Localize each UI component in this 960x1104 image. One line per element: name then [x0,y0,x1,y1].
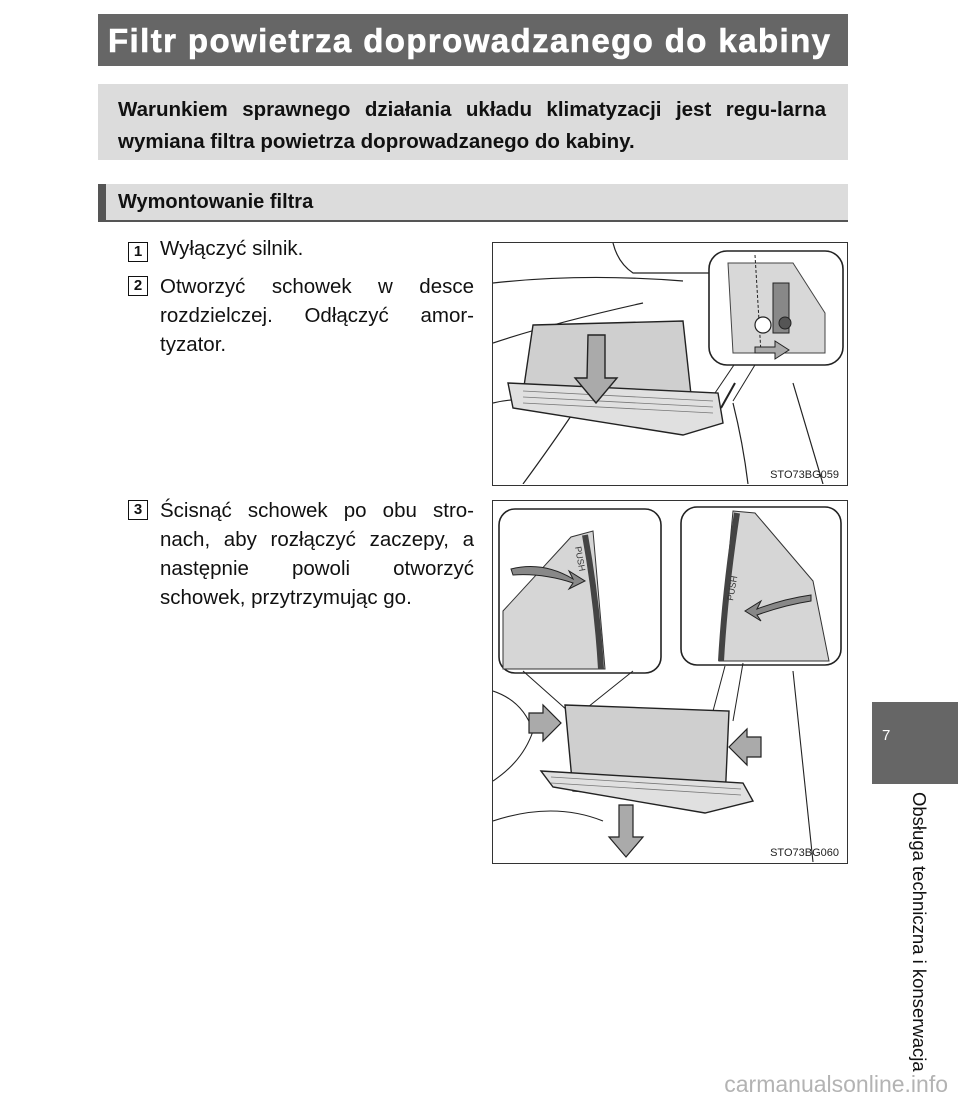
step-number-2: 2 [128,276,148,296]
page-title: Filtr powietrza doprowadzanego do kabiny [108,22,832,59]
chapter-number: 7 [882,727,891,744]
push-label-right: PUSH [725,574,740,602]
figure-glovebox-open [492,242,848,486]
chapter-label: Obsługa techniczna i konserwacja [909,792,930,1072]
push-label-left: PUSH [573,545,588,572]
figure-code: STO73BG060 [770,847,839,859]
figure-code: STO73BG059 [770,469,839,481]
page-title-bar [98,14,848,66]
squeeze-illustration [493,501,846,862]
intro-text: Warunkiem sprawnego działania układu klimatyzacji jest regu-larna wymiana filtra powietrza doprowadzanego do kabiny. [118,98,826,153]
watermark: carmanualsonline.info [724,1071,948,1097]
intro-box [98,84,848,160]
figure-glovebox-squeeze [492,500,848,864]
glovebox-illustration [493,243,846,484]
step-text-3: Ścisnąć schowek po obu stro-nach, aby rozłączyć zaczepy, a następnie powoli otworzyć schowek, przytrzymując go. [160,499,474,609]
section-header [98,184,848,222]
step-text-1: Wyłączyć silnik. [160,237,304,260]
section-title: Wymontowanie filtra [118,191,314,213]
step-number-1: 1 [128,242,148,262]
step-number-3: 3 [128,500,148,520]
chapter-tab [872,702,958,784]
step-text-2: Otworzyć schowek w desce rozdzielczej. Odłączyć amor-tyzator. [160,275,474,356]
